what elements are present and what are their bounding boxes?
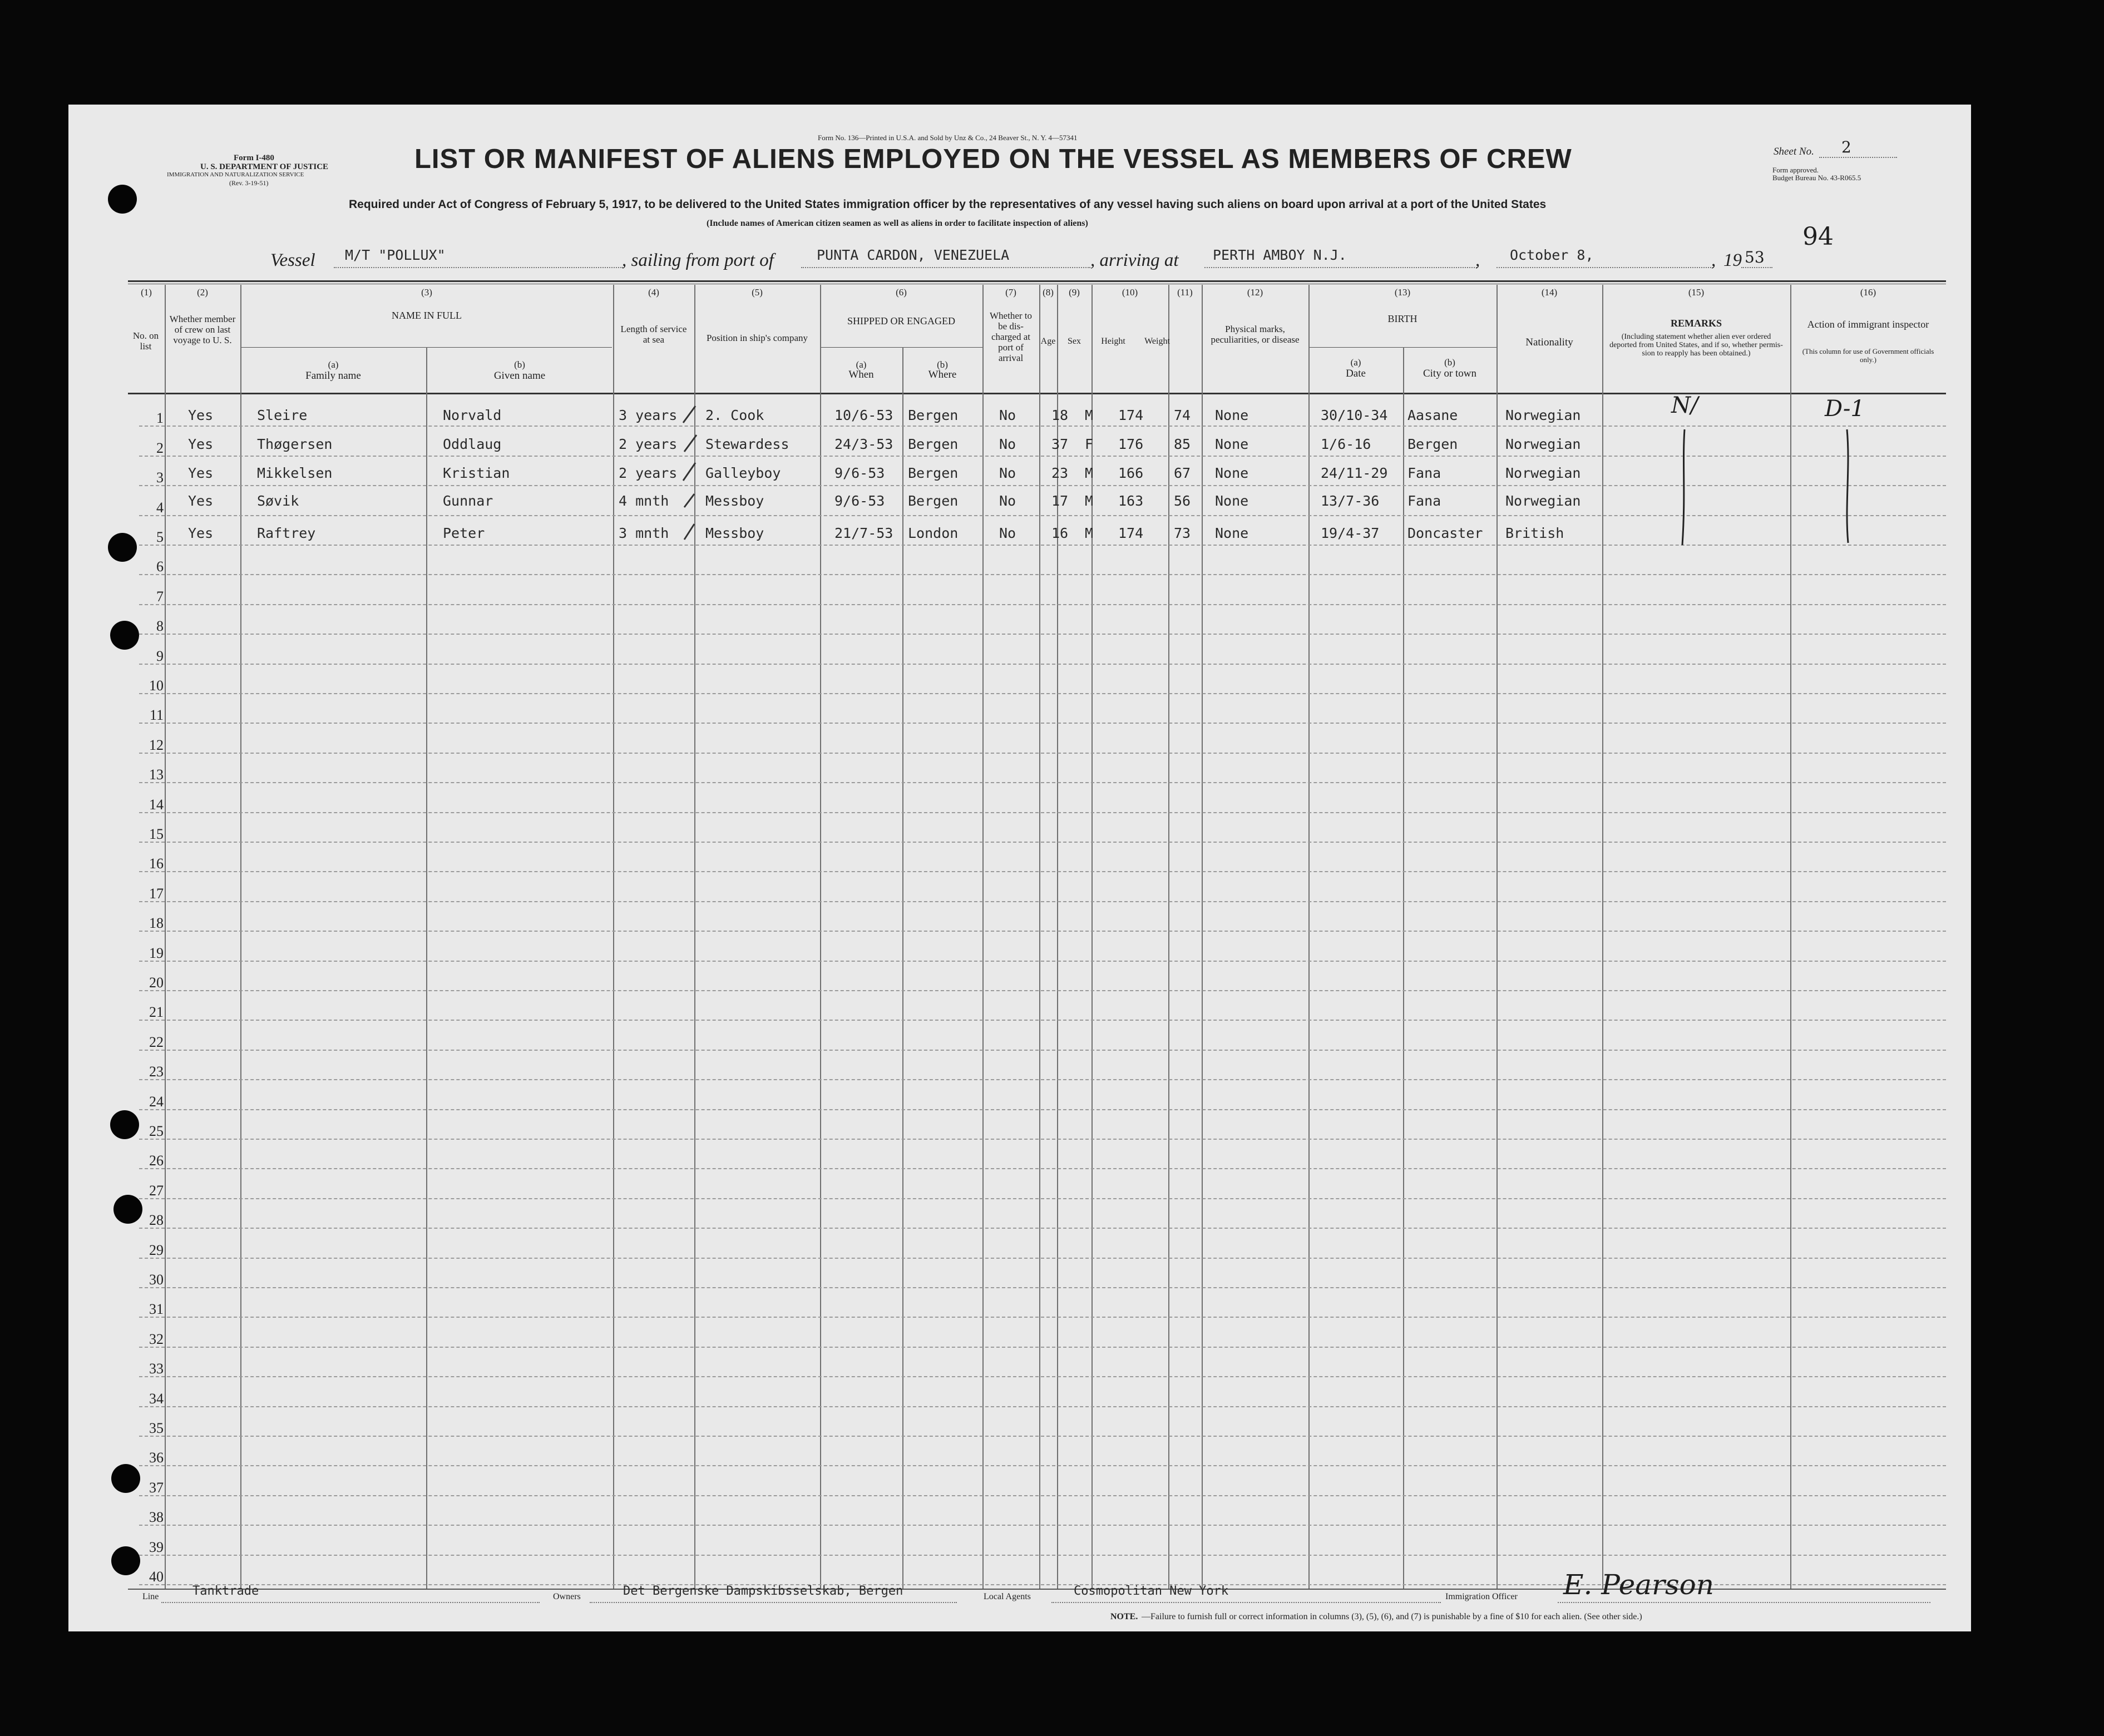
column-number: (9)	[1069, 287, 1080, 298]
action-ditto-line	[1839, 428, 1856, 551]
header-city-b: (b)	[1444, 357, 1455, 368]
header-family-name: Family name	[305, 370, 361, 382]
line-number: 14	[149, 797, 164, 813]
line-number: 30	[149, 1272, 164, 1288]
row-rule	[139, 990, 1946, 991]
cell-birth-date: 1/6-16	[1321, 436, 1371, 452]
line-number: 13	[149, 766, 164, 783]
header-given-b: (b)	[514, 359, 525, 370]
row-rule	[139, 664, 1946, 665]
cell-when: 9/6-53	[834, 465, 885, 481]
column-rule	[613, 285, 614, 1589]
header-date: Date	[1346, 368, 1366, 379]
row-rule	[139, 1495, 1946, 1496]
cell-member: Yes	[188, 493, 214, 509]
row-rule	[139, 1109, 1946, 1110]
header-height: Height	[1101, 337, 1125, 346]
cell-where: Bergen	[908, 493, 959, 509]
header-sex: Sex	[1068, 337, 1081, 346]
cell-member: Yes	[188, 407, 214, 423]
column-rule	[165, 285, 166, 1589]
cell-discharge: No	[999, 407, 1016, 423]
cell-weight: 73	[1174, 525, 1191, 541]
cell-when: 10/6-53	[834, 407, 893, 423]
row-rule	[139, 1525, 1946, 1526]
row-rule	[139, 753, 1946, 754]
header-no-on-list: No. on list	[132, 330, 159, 352]
comma-separator: ,	[1475, 250, 1480, 270]
column-rule	[426, 347, 427, 1589]
cell-birth-city: Fana	[1407, 465, 1441, 481]
cell-height: 166	[1118, 465, 1144, 481]
cell-age: 37	[1051, 436, 1069, 452]
line-number: 3	[156, 469, 164, 486]
cell-height: 163	[1118, 493, 1144, 509]
column-rule	[1790, 285, 1791, 1589]
row-rule	[139, 1555, 1946, 1556]
column-number: (13)	[1394, 287, 1411, 298]
cell-birth-city: Fana	[1407, 493, 1441, 509]
row-rule	[139, 1406, 1946, 1407]
sheet-number: 2	[1841, 138, 1851, 156]
header-city: City or town	[1423, 368, 1477, 379]
form-revision: (Rev. 3-19-51)	[229, 179, 269, 187]
line-number: 15	[149, 826, 164, 842]
column-rule	[1039, 285, 1040, 1589]
line-number: 10	[149, 677, 164, 694]
line-number: 28	[149, 1212, 164, 1228]
header-discharged: Whether to be dis-charged at port of arrival	[990, 310, 1032, 363]
footer-owners-value: Det Bergenske Dampskibsselskab, Bergen	[623, 1584, 903, 1598]
sheet-number-line	[1819, 157, 1897, 158]
line-number: 32	[149, 1331, 164, 1347]
line-number: 17	[149, 886, 164, 902]
header-birth: BIRTH	[1387, 313, 1418, 324]
cell-age: 18	[1051, 407, 1069, 423]
line-number: 8	[156, 618, 164, 634]
line-number: 39	[149, 1539, 164, 1555]
line-number: 38	[149, 1509, 164, 1525]
date-line	[1496, 267, 1713, 268]
arrival-port: PERTH AMBOY N.J.	[1213, 247, 1347, 263]
header-name-in-full: NAME IN FULL	[392, 310, 462, 321]
column-rule	[902, 347, 903, 1589]
cell-length: 3 mnth	[619, 525, 669, 541]
footer-agents-value: Cosmopolitan New York	[1074, 1584, 1229, 1598]
arrival-line	[1204, 267, 1477, 268]
cell-birth-city: Aasane	[1407, 407, 1458, 423]
column-number: (6)	[896, 287, 907, 298]
row-rule	[139, 1020, 1946, 1021]
cell-where: London	[908, 525, 959, 541]
cell-physical: None	[1215, 436, 1249, 452]
checkmark-marks	[679, 396, 712, 546]
footer-note: —Failure to furnish full or correct information in columns (3), (5), (6), and (7) is punishable by a fine of $10 for each alien. (See other side.)	[1142, 1612, 1642, 1621]
cell-position: Messboy	[705, 525, 764, 541]
line-number: 33	[149, 1361, 164, 1377]
column-number: (1)	[141, 287, 152, 298]
cell-given: Peter	[443, 525, 485, 541]
column-number: (7)	[1005, 287, 1016, 298]
footer-line-value: Tanktrade	[192, 1584, 259, 1598]
cell-weight: 74	[1174, 407, 1191, 423]
line-number: 2	[156, 440, 164, 456]
row-rule	[139, 1139, 1946, 1140]
cell-physical: None	[1215, 465, 1249, 481]
cell-birth-date: 13/7-36	[1321, 493, 1380, 509]
sailing-label: , sailing from port of	[622, 250, 774, 270]
line-number: 31	[149, 1301, 164, 1317]
cell-birth-date: 24/11-29	[1321, 465, 1388, 481]
header-whether-member: Whether member of crew on last voyage to U. S.	[169, 314, 236, 345]
vessel-label: Vessel	[270, 250, 315, 270]
cell-family: Thøgersen	[257, 436, 333, 452]
line-number: 12	[149, 737, 164, 753]
cell-family: Raftrey	[257, 525, 316, 541]
column-rule	[1168, 285, 1169, 1589]
line-number: 6	[156, 558, 164, 575]
line-number: 11	[149, 707, 164, 723]
row-rule	[139, 1198, 1946, 1199]
row-rule	[139, 604, 1946, 605]
row-rule	[139, 456, 1946, 457]
line-number: 25	[149, 1123, 164, 1139]
line-number: 22	[149, 1034, 164, 1050]
row-rule	[139, 1228, 1946, 1229]
cell-when: 21/7-53	[834, 525, 893, 541]
column-rule	[982, 285, 984, 1589]
cell-sex: M	[1085, 407, 1094, 423]
action-handwritten-mark: D-1	[1825, 396, 1865, 422]
row-rule	[139, 782, 1946, 783]
cell-birth-city: Bergen	[1407, 436, 1458, 452]
cell-where: Bergen	[908, 436, 959, 452]
line-number: 19	[149, 945, 164, 961]
cell-age: 16	[1051, 525, 1069, 541]
footer-owners-label: Owners	[553, 1592, 581, 1601]
remarks-handwritten-mark: N/	[1671, 393, 1698, 418]
footer-officer-label: Immigration Officer	[1445, 1592, 1518, 1601]
row-rule	[139, 961, 1946, 962]
column-rule	[240, 285, 241, 1589]
row-rule	[139, 634, 1946, 635]
header-date-a: (a)	[1350, 357, 1361, 368]
header-action: Action of immigrant inspector	[1807, 319, 1929, 330]
cell-weight: 85	[1174, 436, 1191, 452]
cell-nationality: Norwegian	[1505, 493, 1581, 509]
column-rule	[1602, 285, 1603, 1589]
column-number: (8)	[1043, 287, 1054, 298]
row-rule	[139, 723, 1946, 724]
budget-bureau: Budget Bureau No. 43-R065.5	[1772, 174, 1861, 182]
cell-where: Bergen	[908, 407, 959, 423]
cell-physical: None	[1215, 525, 1249, 541]
stamp-number: 94	[1802, 222, 1834, 251]
column-number: (5)	[752, 287, 763, 298]
page-title: LIST OR MANIFEST OF ALIENS EMPLOYED ON THE VESSEL AS MEMBERS OF CREW	[414, 144, 1572, 174]
line-number: 35	[149, 1420, 164, 1436]
header-action-note: (This column for use of Government officials only.)	[1802, 347, 1934, 364]
row-rule	[139, 1436, 1946, 1437]
column-rule	[820, 285, 821, 1589]
header-remarks-note: (Including statement whether alien ever ordered deported from United States, and if so, whether permis-sion to reapply has been obtained.)	[1609, 333, 1783, 358]
form-approved: Form approved.	[1772, 166, 1819, 174]
line-number: 40	[149, 1569, 164, 1585]
agents-field-rule	[1051, 1602, 1441, 1603]
year-prefix: 19	[1723, 250, 1742, 270]
line-number: 16	[149, 855, 164, 872]
column-rule	[1403, 347, 1404, 1589]
row-rule	[139, 693, 1946, 694]
row-rule	[139, 812, 1946, 813]
comma-separator: ,	[1711, 250, 1716, 270]
cell-discharge: No	[999, 465, 1016, 481]
header-age: Age	[1040, 337, 1056, 346]
owners-field-rule	[590, 1602, 957, 1603]
cell-given: Oddlaug	[443, 436, 502, 452]
cell-where: Bergen	[908, 465, 959, 481]
row-rule	[139, 931, 1946, 932]
cell-nationality: Norwegian	[1505, 407, 1581, 423]
cell-position: Messboy	[705, 493, 764, 509]
line-number: 1	[156, 410, 164, 426]
cell-family: Søvik	[257, 493, 299, 509]
sheet-label: Sheet No.	[1774, 146, 1814, 157]
cell-discharge: No	[999, 525, 1016, 541]
row-rule	[139, 1287, 1946, 1288]
line-field-rule	[161, 1602, 540, 1603]
cell-length: 2 years	[619, 436, 678, 452]
header-when-a: (a)	[856, 359, 867, 370]
cell-sex: M	[1085, 465, 1094, 481]
punch-hole	[108, 185, 137, 214]
line-number: 5	[156, 529, 164, 545]
row-rule	[139, 1168, 1946, 1169]
remarks-ditto-line	[1676, 428, 1692, 551]
footer-line-label: Line	[142, 1592, 159, 1601]
cell-when: 24/3-53	[834, 436, 893, 452]
cell-when: 9/6-53	[834, 493, 885, 509]
row-rule	[139, 1258, 1946, 1259]
header-nationality: Nationality	[1525, 337, 1573, 348]
row-rule	[139, 1317, 1946, 1318]
line-number: 27	[149, 1183, 164, 1199]
port-line	[801, 267, 1090, 268]
column-number: (15)	[1688, 287, 1705, 298]
cell-given: Kristian	[443, 465, 510, 481]
line-number: 18	[149, 915, 164, 931]
line-number: 24	[149, 1094, 164, 1110]
column-number: (3)	[421, 287, 432, 298]
header-physical: Physical marks, peculiarities, or disease	[1211, 324, 1300, 345]
cell-family: Mikkelsen	[257, 465, 333, 481]
year-line	[1741, 267, 1772, 268]
header-shipped: SHIPPED OR ENGAGED	[847, 315, 955, 327]
column-rule	[1202, 285, 1203, 1589]
cell-age: 23	[1051, 465, 1069, 481]
row-rule	[139, 1050, 1946, 1051]
footer-note-label: NOTE.	[1110, 1612, 1138, 1621]
row-rule	[139, 515, 1946, 516]
header-given-name: Given name	[493, 370, 546, 382]
header-family-a: (a)	[328, 359, 339, 370]
line-number: 20	[149, 975, 164, 991]
header-length-service: Length of service at sea	[620, 324, 687, 345]
cell-birth-date: 19/4-37	[1321, 525, 1380, 541]
form-id: Form I-480	[234, 154, 274, 162]
footer-agents-label: Local Agents	[984, 1592, 1031, 1601]
cell-height: 176	[1118, 436, 1144, 452]
column-rule	[1308, 285, 1310, 1589]
arriving-label: , arriving at	[1090, 250, 1179, 270]
header-remarks: REMARKS	[1670, 318, 1722, 329]
line-number: 7	[156, 588, 164, 605]
cell-height: 174	[1118, 407, 1144, 423]
column-number: (4)	[648, 287, 659, 298]
header-when: When	[848, 369, 874, 380]
row-rule	[139, 574, 1946, 575]
cell-birth-date: 30/10-34	[1321, 407, 1388, 423]
line-number: 29	[149, 1242, 164, 1258]
cell-weight: 67	[1174, 465, 1191, 481]
column-rule	[1496, 285, 1498, 1589]
line-number: 37	[149, 1480, 164, 1496]
cell-age: 17	[1051, 493, 1069, 509]
cell-member: Yes	[188, 465, 214, 481]
cell-nationality: Norwegian	[1505, 465, 1581, 481]
cell-discharge: No	[999, 493, 1016, 509]
column-number: (11)	[1177, 287, 1193, 298]
column-number: (10)	[1122, 287, 1138, 298]
header-where-b: (b)	[937, 359, 948, 370]
form-subtitle: Required under Act of Congress of February 5, 1917, to be delivered to the United States immigration officer by the representatives of any vessel having such aliens on board upon arrival at a port of the United States	[349, 198, 1547, 211]
row-rule	[139, 871, 1946, 872]
shipped-subheader-rule	[820, 347, 982, 348]
arrival-date: October 8,	[1510, 247, 1594, 263]
cell-sex: F	[1085, 436, 1094, 452]
department-name: U. S. DEPARTMENT OF JUSTICE	[200, 162, 329, 171]
row-rule	[139, 842, 1946, 843]
cell-length: 3 years	[619, 407, 678, 423]
header-position: Position in ship's company	[706, 333, 808, 343]
row-rule	[139, 426, 1946, 427]
cell-nationality: British	[1505, 525, 1564, 541]
column-number: (14)	[1541, 287, 1558, 298]
row-rule	[139, 1079, 1946, 1080]
printer-line: Form No. 136—Printed in U.S.A. and Sold by Unz & Co., 24 Beaver St., N. Y. 4—57341	[818, 133, 1078, 142]
line-number: 36	[149, 1450, 164, 1466]
cell-member: Yes	[188, 525, 214, 541]
officer-signature: E. Pearson	[1563, 1569, 1714, 1601]
row-rule	[139, 901, 1946, 902]
cell-physical: None	[1215, 493, 1249, 509]
cell-nationality: Norwegian	[1505, 436, 1581, 452]
line-number: 26	[149, 1153, 164, 1169]
line-number: 23	[149, 1064, 164, 1080]
line-number: 21	[149, 1004, 164, 1020]
birth-subheader-rule	[1308, 347, 1496, 348]
row-rule	[139, 485, 1946, 486]
row-rule	[139, 1347, 1946, 1348]
column-number: (12)	[1247, 287, 1263, 298]
sailing-port: PUNTA CARDON, VENEZUELA	[817, 247, 1010, 263]
cell-sex: M	[1085, 493, 1094, 509]
cell-position: Galleyboy	[705, 465, 781, 481]
row-rule	[139, 1376, 1946, 1377]
service-name: IMMIGRATION AND NATURALIZATION SERVICE	[167, 171, 304, 178]
line-number: 4	[156, 499, 164, 516]
cell-physical: None	[1215, 407, 1249, 423]
cell-given: Norvald	[443, 407, 502, 423]
column-number: (2)	[197, 287, 208, 298]
cell-length: 4 mnth	[619, 493, 669, 509]
cell-family: Sleire	[257, 407, 308, 423]
year-suffix: 53	[1745, 248, 1765, 266]
row-rule	[139, 1465, 1946, 1466]
cell-member: Yes	[188, 436, 214, 452]
cell-discharge: No	[999, 436, 1016, 452]
vessel-name: M/T "POLLUX"	[345, 247, 446, 263]
line-number: 9	[156, 648, 164, 664]
cell-birth-city: Doncaster	[1407, 525, 1483, 541]
vessel-line	[334, 267, 623, 268]
column-number: (16)	[1860, 287, 1876, 298]
cell-length: 2 years	[619, 465, 678, 481]
officer-field-rule	[1558, 1602, 1930, 1603]
cell-position: 2. Cook	[705, 407, 764, 423]
line-number: 34	[149, 1391, 164, 1407]
cell-sex: M	[1085, 525, 1094, 541]
cell-position: Stewardess	[705, 436, 789, 452]
cell-weight: 56	[1174, 493, 1191, 509]
form-subnote: (Include names of American citizen seamen as well as aliens in order to facilitate inspection of aliens)	[707, 219, 1088, 228]
table-top-rule	[128, 280, 1946, 282]
cell-height: 174	[1118, 525, 1144, 541]
header-weight: Weight	[1144, 337, 1170, 346]
row-rule	[139, 545, 1946, 546]
header-where: Where	[928, 369, 957, 380]
cell-given: Gunnar	[443, 493, 493, 509]
